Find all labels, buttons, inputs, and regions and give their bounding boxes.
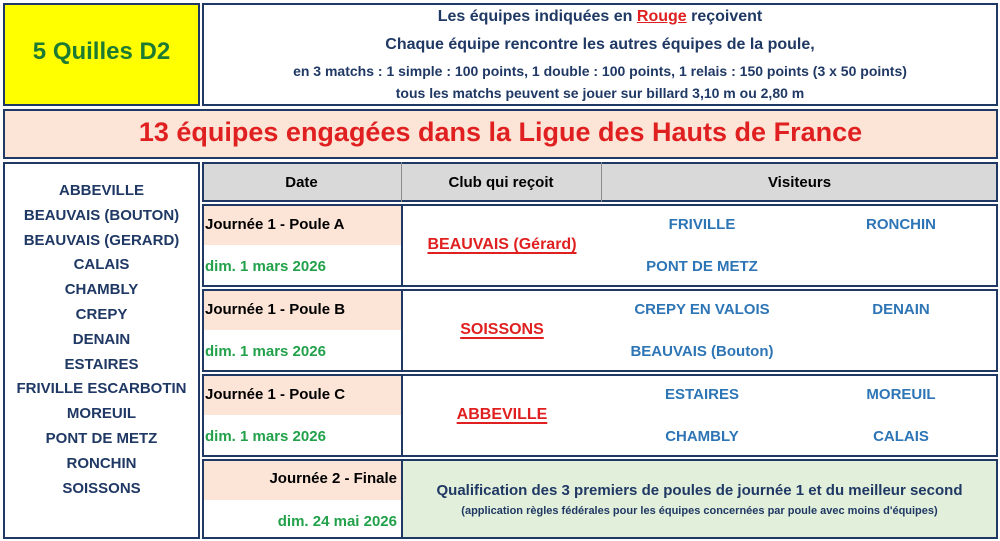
team-list-item: DENAIN [72,330,131,348]
pool-b-visitor-1: CREPY EN VALOIS [634,301,770,318]
banner-text: 13 équipes engagées dans la Ligue des Hauts de France [138,117,863,147]
header-date: Date [285,174,318,191]
pool-b-host [403,321,601,339]
team-list-item: MOREUIL [66,405,137,423]
team-list [3,179,200,501]
rules-line-2: Chaque équipe rencontre les autres équipes de la poule, [385,36,815,53]
team-list-item: PONT DE METZ [45,429,158,447]
pool-a-visitor-1: FRIVILLE [668,216,736,233]
pool-b-visitor-2: DENAIN [872,301,930,318]
team-list-item: CALAIS [73,256,130,274]
pool-c-visitor-3: CHAMBLY [665,428,739,445]
team-list-item: FRIVILLE ESCARBOTIN [16,380,187,398]
team-list-item: CREPY [75,305,128,323]
pool-b-label: Journée 1 - Poule B [205,301,346,318]
pool-c-date: dim. 1 mars 2026 [205,428,326,445]
rules-line-3: en 3 matchs : 1 simple : 100 points, 1 double : 100 points, 1 relais : 150 points (3 x 50 points) [293,63,907,79]
page-title: 5 Quilles D2 [32,38,171,65]
pool-c-host [403,406,601,424]
pool-b-date: dim. 1 mars 2026 [205,343,326,360]
team-list-item: CHAMBLY [64,281,139,299]
pool-a-visitor-2: RONCHIN [866,216,936,233]
team-list-item: BEAUVAIS (GERARD) [23,231,180,249]
team-list-item: RONCHIN [66,454,137,472]
pool-b-host-name: SOISSONS [460,321,544,338]
final-divider [401,459,403,539]
rules-line-1-end: reçoivent [686,8,763,25]
pool-a-host-name: BEAUVAIS (Gérard) [427,236,577,253]
pool-a-label: Journée 1 - Poule A [205,216,345,233]
pool-c-visitor-2: MOREUIL [866,386,936,403]
rouge-highlight: Rouge [636,8,687,25]
pool-c-label: Journée 1 - Poule C [205,386,346,403]
final-date: dim. 24 mai 2026 [277,513,397,530]
team-list-item: ABBEVILLE [58,182,144,199]
pool-c-visitor-1: ESTAIRES [665,386,739,403]
header-visitors: Visiteurs [767,174,832,191]
pool-a-date: dim. 1 mars 2026 [205,258,326,275]
pool-a-visitor-3: PONT DE METZ [646,258,758,275]
rules-line-4: tous les matchs peuvent se jouer sur billard 3,10 m ou 2,80 m [395,85,805,101]
final-label: Journée 2 - Finale [269,470,397,487]
rules-line-1 [202,8,998,26]
final-qualification-bg [403,461,996,537]
rules-line-1-start: Les équipes indiquées en [437,8,637,25]
header-host: Club qui reçoit [448,174,554,191]
pool-c-visitor-4: CALAIS [873,428,929,445]
team-list-item: ESTAIRES [64,355,139,373]
pool-c-host-name: ABBEVILLE [456,406,548,423]
pool-b-visitor-3: BEAUVAIS (Bouton) [630,343,774,360]
final-note: (application règles fédérales pour les équipes concernées par poule avec moins d'équipes) [461,505,938,517]
team-list-item: SOISSONS [62,479,141,497]
pool-a-host [403,236,601,254]
final-qualification: Qualification des 3 premiers de poules de journée 1 et du meilleur second [436,482,963,499]
team-list-item: BEAUVAIS (BOUTON) [23,206,180,224]
